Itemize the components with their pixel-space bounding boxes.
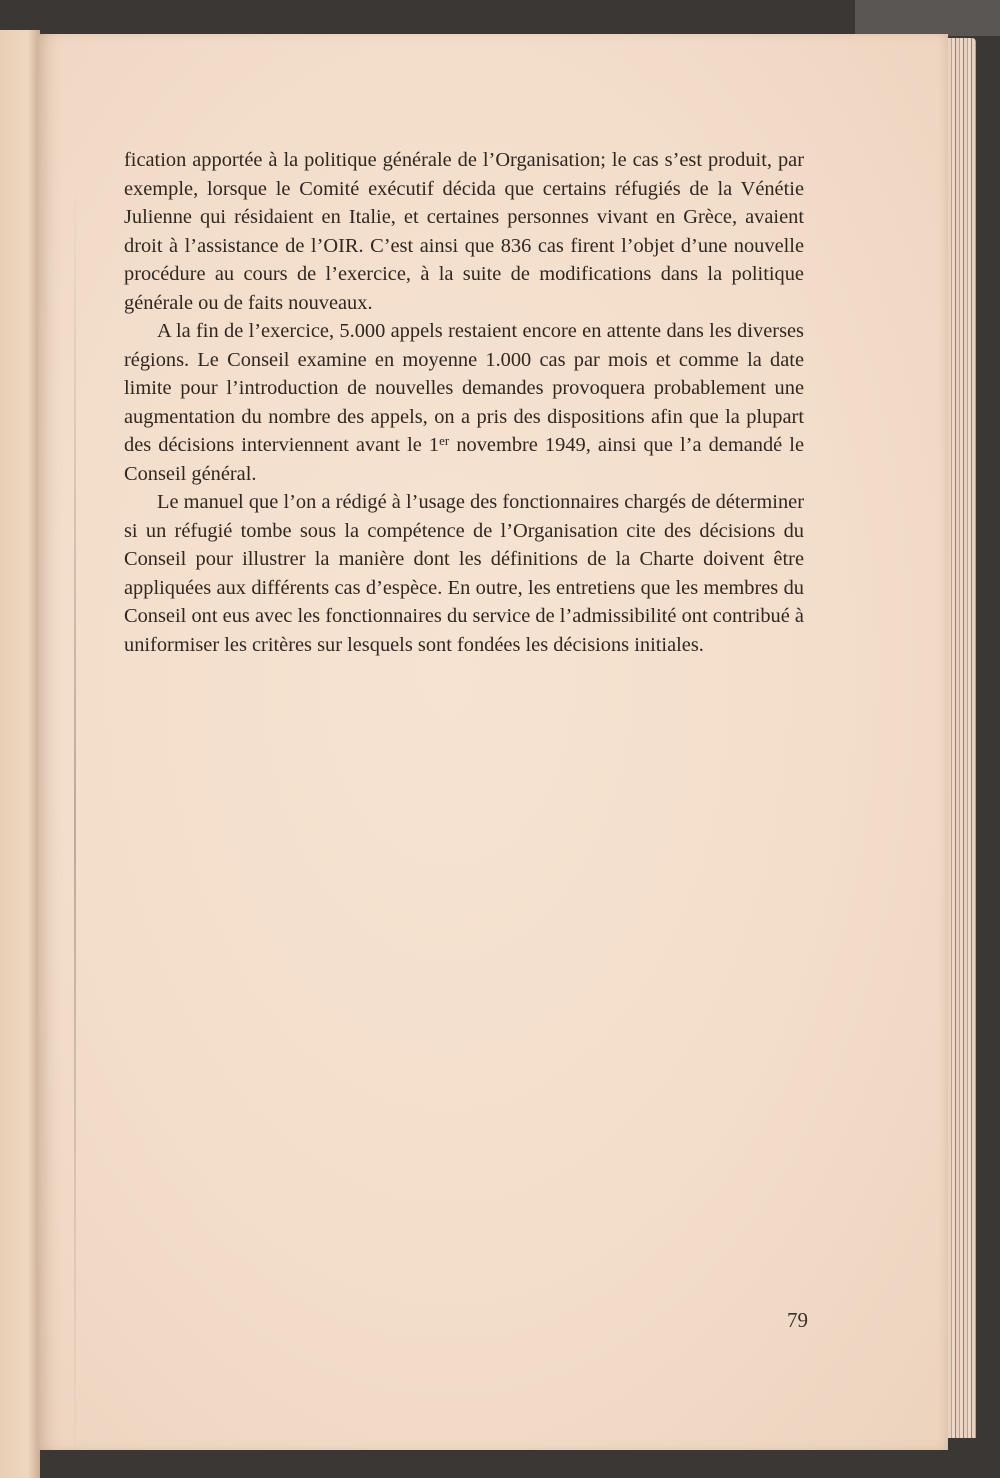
scan-desk-edge: [855, 0, 1000, 36]
paragraph-appeals: [124, 317, 804, 488]
body-text: [124, 146, 804, 659]
paragraph-manual: Le manuel que l’on a rédigé à l’usage des fonctionnaires chargés de déterminer si un réfugié tombe sous la compétence de l’Organisation cite des décisions du Conseil pour illustrer la manière dont les définitions de la Charte doivent être appliquées aux différents cas d’espèce. En outre, les entretiens que les membres du Conseil ont eus avec les fonctionnaires du service de l’admissibilité ont contribué à uniformiser les critères sur lesquels sont fondées les décisions initiales.: [124, 491, 804, 656]
gutter-shadow: [74, 174, 76, 1474]
paragraph-appeals-text: A la fin de l’exercice, 5.000 appels restaient encore en attente dans les diverses régions. Le Conseil examine en moyenne 1.000 cas par mois et comme la date limite pour l’introduction de nouvelles demandes provoquera probablement une augmentation du nombre des appels, on a pris des dispositions afin que la plupart des décisions interviennent avant le 1: [124, 320, 804, 456]
page-number: 79: [787, 1308, 808, 1332]
facing-page-edge: [0, 30, 40, 1478]
paragraph-appeals-text-end: novembre 1949, ainsi que l’a demandé le Conseil général.: [124, 434, 804, 485]
ordinal-superscript: er: [439, 433, 450, 448]
paragraph-continuation: fication apportée à la politique générale de l’Organisation; le cas s’est produit, par exemple, lorsque le Comité exécutif décida que certains réfugiés de la Vénétie Julienne qui résidaient en Italie, et certaines personnes vivant en Grèce, avaient droit à l’assistance de l’OIR. C’est ainsi que 836 cas firent l’objet d’une nouvelle procédure au cours de l’exercice, à la suite de modifications dans la politique générale ou de faits nouveaux.: [124, 149, 804, 314]
